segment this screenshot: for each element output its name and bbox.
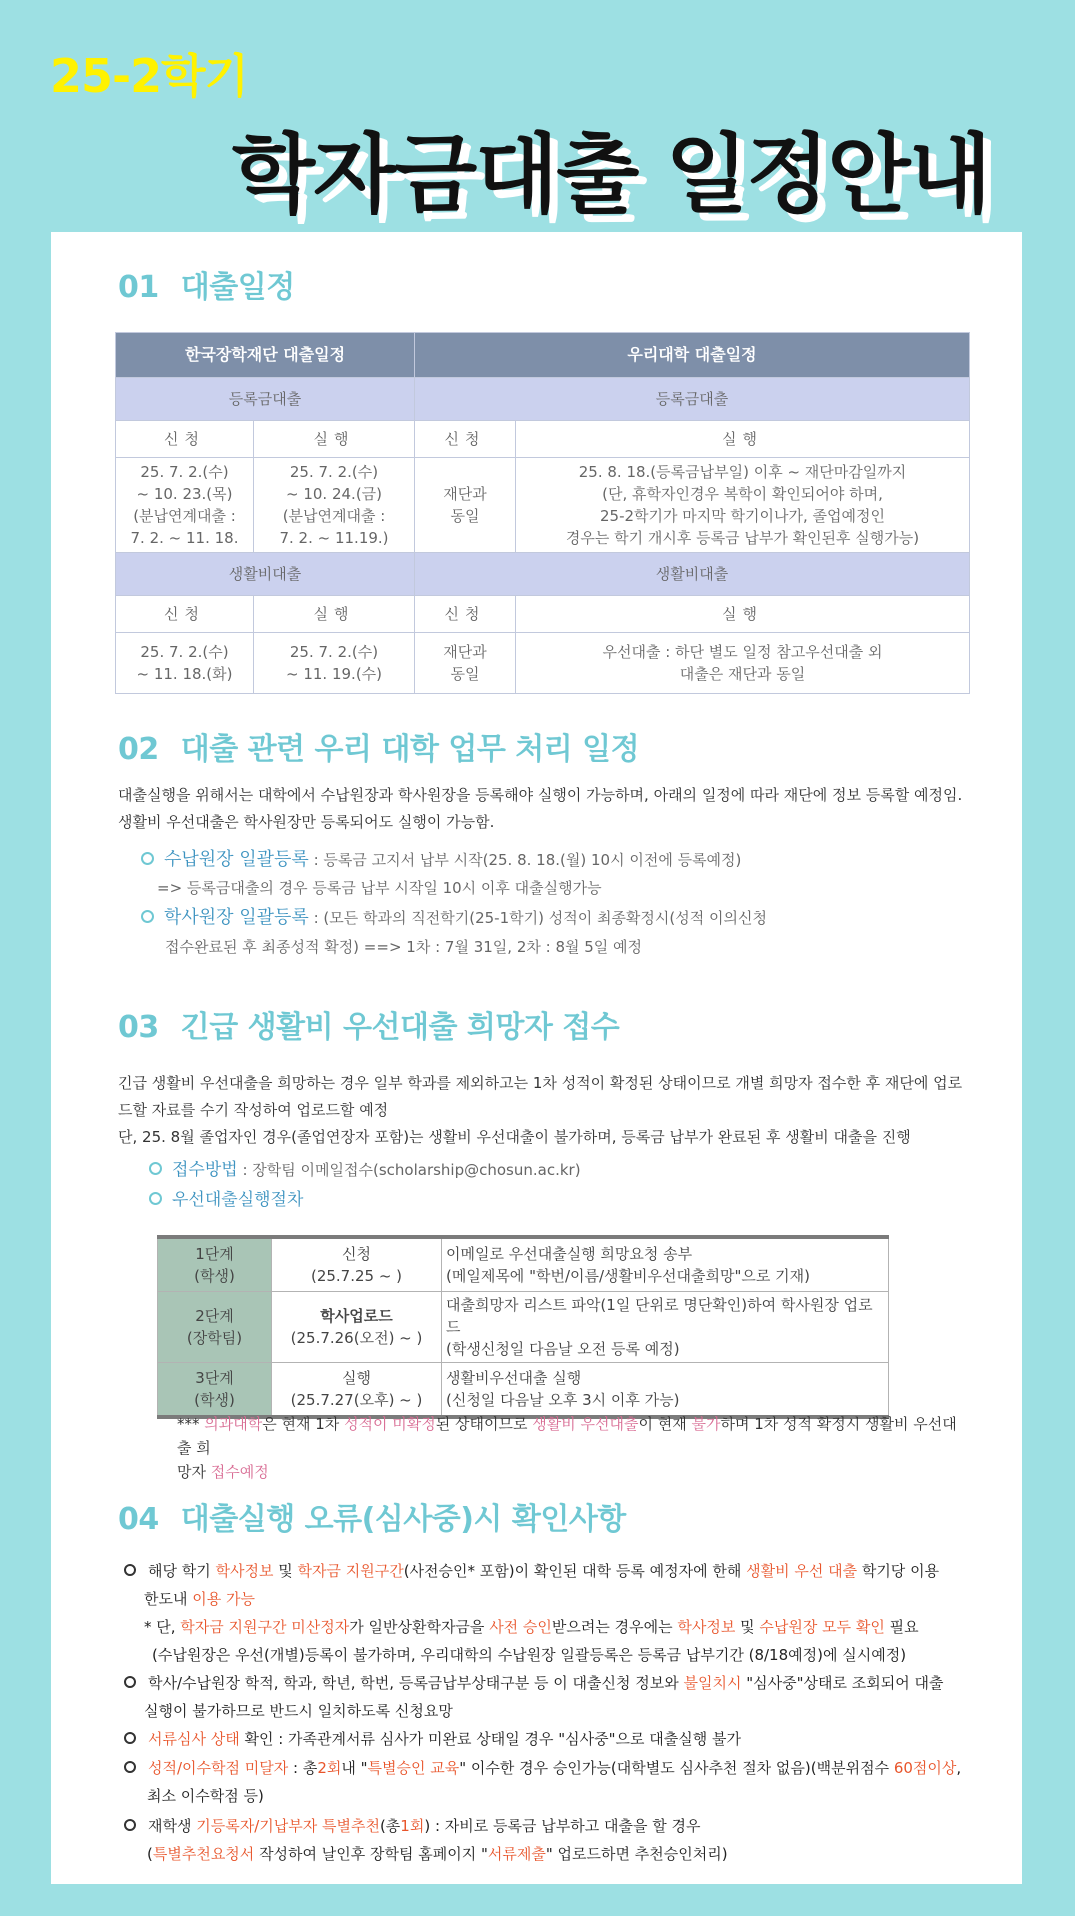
check-item-5: 재학생 기등록자/기납부자 특별추천(총1회) : 자비로 등록금 납부하고 대출을 할 경우 — [124, 1813, 700, 1840]
loan-schedule-table — [115, 332, 970, 694]
content-panel — [51, 232, 1022, 1884]
check-item-4: 성적/이수학점 미달자 : 총2회내 "특별승인 교육" 이수한 경우 승인가능(대학별도 심사추천 절차 없음)(백분위점수 60점이상, — [124, 1755, 961, 1782]
execute-header: 실행 — [254, 596, 415, 633]
section-2-paragraph: 대출실행을 위해서는 대학에서 수납원장과 학사원장을 등록해야 실행이 가능하며, 아래의 일정에 따라 재단에 정보 등록할 예정임. 생활비 우선대출은 학사원장만 등록되어도 실행이 가능함. — [118, 786, 963, 831]
header-kosaf: 한국장학재단 대출일정 — [116, 333, 415, 378]
living-univ-apply: 재단과 동일 — [415, 633, 516, 694]
execute-header: 실행 — [516, 421, 970, 458]
header-university: 우리대학 대출일정 — [415, 333, 970, 378]
section-4-heading: 04 대출실행 오류(심사중)시 확인사항 — [118, 1502, 626, 1537]
tuition-kosaf-execute: 25. 7. 2.(수) ~ 10. 24.(금) (분납연계대출 : 7. 2. ~ 11.19.) — [254, 458, 415, 553]
bullet-priority-procedure: 우선대출실행절차 — [149, 1187, 303, 1214]
living-label: 생활비대출 — [415, 553, 970, 596]
check-item-1: 해당 학기 학사정보 및 학자금 지원구간(사전승인* 포함)이 확인된 대학 등록 예정자에 한해 생활비 우선 대출 학기당 이용 — [124, 1558, 939, 1585]
tuition-univ-execute: 25. 8. 18.(등록금납부일) 이후 ~ 재단마감일까지 (단, 휴학자인경우 복학이 확인되어야 하며, 25-2학기가 마지막 학기이나가, 졸업예정인 경우는 학기 개시후 등록금 납부가 확인된후 실행가능) — [516, 458, 970, 553]
apply-header: 신청 — [116, 421, 254, 458]
circle-bullet-icon — [149, 1192, 162, 1205]
circle-bullet-icon — [124, 1676, 136, 1688]
medical-school-note: *** 의과대학은 현재 1차 성적이 미확정된 상태이므로 생활비 우선대출이 현재 불가하며 1차 성적 확정시 생활비 우선대출 희 망자 접수예정 — [177, 1415, 957, 1481]
check-item-1-note-cont: (수납원장은 우선(개별)등록이 불가하며, 우리대학의 수납원장 일괄등록은 등록금 납부기간 (8/18예정)에 실시예정) — [152, 1646, 907, 1664]
step-row: 3단계 (학생) 실행 (25.7.27(오후) ~ ) 생활비우선대출 실행 (신청일 다음날 오후 3시 이후 가능) — [158, 1363, 889, 1418]
living-kosaf-apply: 25. 7. 2.(수) ~ 11. 18.(화) — [116, 633, 254, 694]
step-row: 2단계 (장학팀) 학사업로드 (25.7.26(오전) ~ ) 대출희망자 리스트 파악(1일 단위로 명단확인)하여 학사원장 업로드 (학생신청일 다음날 오전 등록 예정) — [158, 1292, 889, 1363]
check-item-1-note: * 단, 학자금 지원구간 미산정자가 일반상환학자금을 사전 승인받으려는 경우에는 학사정보 및 수납원장 모두 확인 필요 — [144, 1618, 919, 1636]
circle-bullet-icon — [149, 1162, 162, 1175]
living-univ-execute: 우선대출 : 하단 별도 일정 참고우선대출 외 대출은 재단과 동일 — [516, 633, 970, 694]
execute-header: 실행 — [516, 596, 970, 633]
tuition-kosaf-apply: 25. 7. 2.(수) ~ 10. 23.(목) (분납연계대출 : 7. 2. ~ 11. 18. — [116, 458, 254, 553]
apply-header: 신청 — [415, 421, 516, 458]
check-item-1-cont: 한도내 이용 가능 — [144, 1590, 255, 1608]
circle-bullet-icon — [124, 1761, 136, 1773]
living-label: 생활비대출 — [116, 553, 415, 596]
tuition-label: 등록금대출 — [415, 378, 970, 421]
check-item-5-cont: (특별추천요청서 작성하여 날인후 장학팀 홈페이지 "서류제출" 업로드하면 추천승인처리) — [147, 1845, 728, 1863]
check-item-2-cont: 실행이 불가하므로 반드시 일치하도록 신청요망 — [144, 1702, 453, 1720]
apply-header: 신청 — [116, 596, 254, 633]
tuition-label: 등록금대출 — [116, 378, 415, 421]
check-item-3: 서류심사 상태 확인 : 가족관계서류 심사가 미완료 상태일 경우 "심사중"으로 대출실행 불가 — [124, 1726, 741, 1753]
priority-loan-steps-table — [157, 1235, 889, 1419]
circle-bullet-icon — [124, 1819, 136, 1831]
circle-bullet-icon — [124, 1564, 136, 1576]
bullet-academic-ledger: 학사원장 일괄등록 : (모든 학과의 직전학기(25-1학기) 성적이 최종확정시(성적 이의신청 — [141, 904, 767, 932]
circle-bullet-icon — [141, 910, 154, 923]
step-row: 1단계 (학생) 신청 (25.7.25 ~ ) 이메일로 우선대출실행 희망요청 송부 (메일제목에 "학번/이름/생활비우선대출희망"으로 기재) — [158, 1237, 889, 1292]
section-3-paragraph: 긴급 생활비 우선대출을 희망하는 경우 일부 학과를 제외하고는 1차 성적이 확정된 상태이므로 개별 희망자 접수한 후 재단에 업로 드할 자료를 수기 작성하여 업로드할 예정 단, 25. 8월 졸업자인 경우(졸업연장자 포함)는 생활비 우선대출이 불가하며, 등록금 납부가 완료된 후 생활비 대출을 진행 — [118, 1074, 963, 1146]
bullet-application-method: 접수방법 : 장학팀 이메일접수(scholarship@chosun.ac.kr) — [149, 1157, 581, 1184]
execute-header: 실행 — [254, 421, 415, 458]
section-2-heading: 02 대출 관련 우리 대학 업무 처리 일정 — [118, 732, 640, 767]
check-item-2: 학사/수납원장 학적, 학과, 학년, 학번, 등록금납부상태구분 등 이 대출신청 정보와 불일치시 "심사중"상태로 조회되어 대출 — [124, 1670, 943, 1697]
semester-label: 25-2학기 — [50, 49, 248, 103]
apply-header: 신청 — [415, 596, 516, 633]
academic-ledger-note: 접수완료된 후 최종성적 확정) ==> 1차 : 7월 31일, 2차 : 8월 5일 예정 — [165, 938, 643, 956]
circle-bullet-icon — [124, 1732, 136, 1744]
living-kosaf-execute: 25. 7. 2.(수) ~ 11. 19.(수) — [254, 633, 415, 694]
section-3-heading: 03 긴급 생활비 우선대출 희망자 접수 — [118, 1010, 620, 1045]
circle-bullet-icon — [141, 852, 154, 865]
check-item-4-cont: 최소 이수학점 등) — [147, 1787, 264, 1805]
bullet-receipt-ledger: 수납원장 일괄등록 : 등록금 고지서 납부 시작(25. 8. 18.(월) 10시 이전에 등록예정) — [141, 846, 741, 874]
receipt-ledger-note: => 등록금대출의 경우 등록금 납부 시작일 10시 이후 대출실행가능 — [157, 879, 602, 897]
section-1-heading: 01 대출일정 — [118, 270, 295, 305]
page-title: 학자금대출 일정안내 — [232, 125, 990, 225]
tuition-univ-apply: 재단과 동일 — [415, 458, 516, 553]
